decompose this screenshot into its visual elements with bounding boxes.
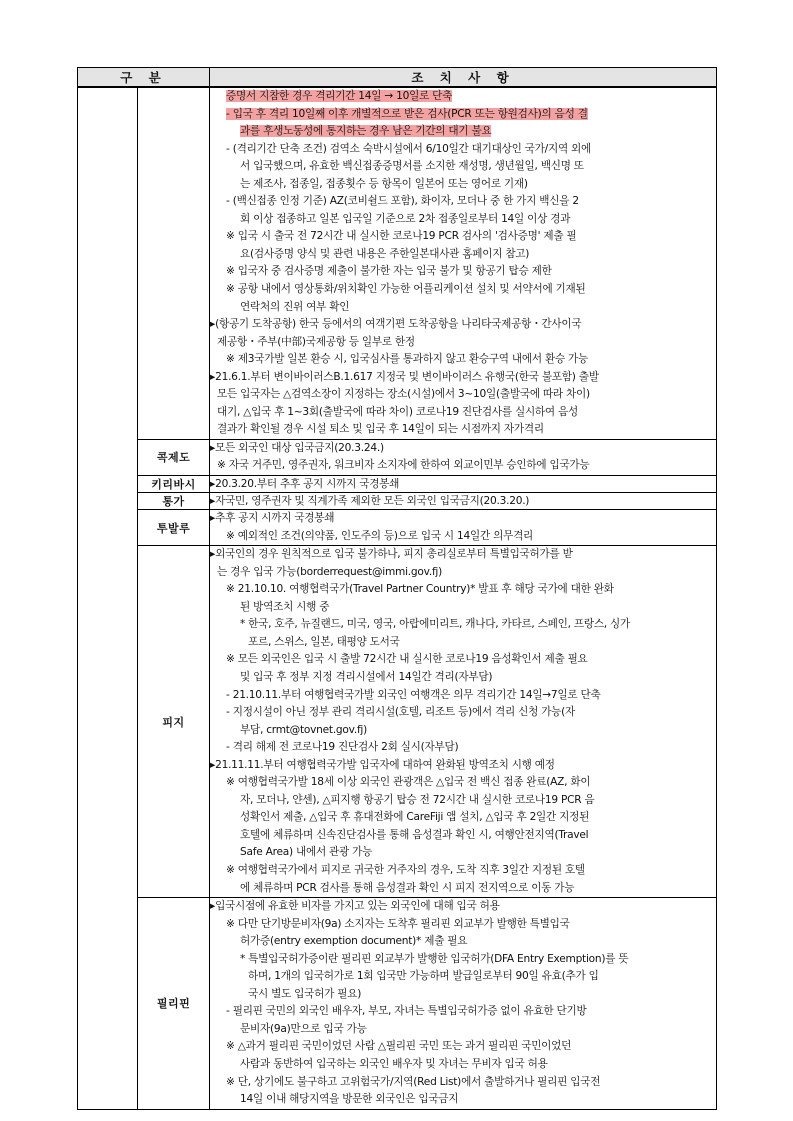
text-line: ※ 여행협력국가발 18세 이상 외국인 관광객은 △입국 전 백신 접종 완료(AZ, 화이: [226, 776, 591, 789]
text-line: ▸자국민, 영주권자 및 직계가족 제외한 모든 외국인 입국금지(20.3.20.): [210, 494, 530, 507]
text-line: ▸모든 외국인 대상 입국금지(20.3.24.): [210, 441, 384, 454]
text-line: * 특별입국허가증이란 필리핀 외교부가 발행한 입국허가(DFA Entry Exemption)를 뜻: [240, 952, 629, 965]
text-line: 제공항・주부(中部)국제공항 등 일부로 한정: [217, 335, 415, 348]
row-tonga: [78, 493, 717, 510]
text-line: - 필리핀 국민의 외국인 배우자, 부모, 자녀는 특별입국허가증 없이 유효한 단기방: [226, 1005, 587, 1018]
measures-tonga: [210, 493, 717, 510]
text-line: 14일 이내 해당지역을 방문한 외국인은 입국금지: [240, 1093, 459, 1106]
highlighted-text: - 입국 후 격리 10일째 이후 개별적으로 받은 검사(PCR 또는 항원검사)의 음성 결: [226, 107, 588, 120]
text-line: ※ △과거 필리핀 국민이었던 사람 △필리핀 국민 또는 과거 필리핀 국민이었던: [226, 1040, 572, 1053]
text-line: ※ 자국 거주민, 영주권자, 워크비자 소지자에 한하여 외교이민부 승인하에 입국가능: [217, 459, 590, 472]
text-line: - (격리기간 단축 조건) 검역소 숙박시설에서 6/10일간 대기대상인 국가/지역 외에: [226, 142, 592, 155]
text-line: ※ 입국자 중 검사증명 제출이 불가한 자는 입국 불가 및 항공기 탑승 제한: [226, 265, 552, 278]
text-line: ※ 21.10.10. 여행협력국가(Travel Partner Country)* 발표 후 해당 국가에 대한 완화: [226, 583, 614, 596]
text-line: 호텔에 체류하며 신속진단검사를 통해 음성결과 확인 시, 여행안전지역(Travel: [240, 828, 589, 841]
text-line: ※ 예외적인 조건(의약품, 인도주의 등)으로 입국 시 14일간 의무격리: [226, 529, 534, 542]
measures-fiji: [210, 546, 717, 898]
text-line: ※ 단, 상기에도 불구하고 고위험국가/지역(Red List)에서 출발하거나 필리핀 입국전: [226, 1075, 601, 1088]
text-line: 성확인서 제출, △입국 후 휴대전화에 CareFiji 앱 설치, △입국 후 2일간 지정된: [240, 811, 590, 824]
text-line: 대기, △입국 후 1~3회(출발국에 따라 차이) 코로나19 진단검사를 실시하여 음성: [217, 405, 578, 418]
text-line: ※ 입국 시 출국 전 72시간 내 실시한 코로나19 PCR 검사의 '검사증명' 제출 필: [226, 230, 577, 243]
text-line: ※ 여행협력국가에서 피지로 귀국한 거주자의 경우, 도착 직후 3일간 지정된 호텔: [226, 863, 585, 876]
text-line: 하며, 1개의 입국허가로 1회 입국만 가능하며 발급일로부터 90일 유효(추가 입: [248, 970, 599, 983]
country-name: 키리바시: [138, 476, 210, 493]
text-line: 포르, 스위스, 일본, 태평양 도서국: [248, 635, 400, 648]
text-line: 요(검사증명 양식 및 관련 내용은 주한일본대사관 홈페이지 참고): [240, 247, 530, 260]
header-measures: 조 치 사 항: [210, 68, 717, 88]
row-fiji: [78, 546, 717, 898]
text-line: 에 체류하며 PCR 검사를 통해 음성결과 확인 시 피지 전지역으로 이동 가능: [240, 881, 575, 894]
measures-cook-islands: [210, 439, 717, 475]
measures-japan: [210, 87, 717, 439]
row-philippines: [78, 898, 717, 1110]
text-line: ▸21.6.1.부터 변이바이러스B.1.617 지정국 및 변이바이러스 유행국(한국 불포함) 출발: [210, 370, 599, 383]
text-line: Safe Area) 내에서 관광 가능: [240, 846, 373, 859]
text-line: 사람과 동반하여 입국하는 외국인 배우자 및 자녀는 무비자 입국 허용: [240, 1057, 548, 1070]
text-line: 연락처의 진위 여부 확인: [240, 300, 350, 313]
country-name: 콕제도: [138, 439, 210, 475]
text-line: 국시 별도 입국허가 필요): [248, 987, 362, 1000]
header-category: 구 분: [78, 68, 210, 88]
region-cell: [78, 87, 138, 1109]
text-line: ▸21.11.11.부터 여행협력국가발 입국자에 대하여 완화된 방역조치 시행 예정: [210, 758, 555, 771]
text-line: - 지정시설이 아닌 정부 관리 격리시설(호텔, 리조트 등)에서 격리 신청 가능(자: [226, 706, 576, 719]
text-line: ▸추후 공지 시까지 국경봉쇄: [210, 512, 335, 525]
measures-tuvalu: [210, 510, 717, 546]
text-line: * 한국, 호주, 뉴질랜드, 미국, 영국, 아랍에미리트, 캐나다, 카타르, 스페인, 프랑스, 싱가: [240, 618, 631, 631]
row-kiribati: [78, 476, 717, 493]
text-line: ▸20.3.20.부터 추후 공지 시까지 국경봉쇄: [210, 477, 400, 490]
text-line: 서 입국했으며, 유효한 백신접종증명서를 소지한 재성명, 생년월일, 백신명 또: [240, 160, 584, 173]
row-tuvalu: [78, 510, 717, 546]
text-line: - 격리 해제 전 코로나19 진단검사 2회 실시(자부담): [226, 741, 459, 754]
text-line: 허가증(entry exemption document)* 제출 필요: [240, 935, 468, 948]
text-line: ▸(항공기 도착공항) 한국 등에서의 여객기편 도착공항을 나리타국제공항・간사이국: [210, 318, 582, 331]
country-name: 필리핀: [138, 898, 210, 1110]
country-name: 통가: [138, 493, 210, 510]
text-line: ※ 공항 내에서 영상통화/위치확인 가능한 어플리케이션 설치 및 서약서에 기재된: [226, 283, 586, 296]
text-line: 부담, crmt@tovnet.gov.fj): [240, 723, 368, 736]
measures-table: [77, 67, 717, 1110]
country-name: 투발루: [138, 510, 210, 546]
measures-kiribati: [210, 476, 717, 493]
text-line: 모든 입국자는 △검역소장이 지정하는 장소(시설)에서 3~10일(출발국에 따라 차이): [217, 388, 590, 401]
country-cell-japan: [138, 87, 210, 439]
row-japan: [78, 87, 717, 439]
row-cook-islands: [78, 439, 717, 475]
text-line: 는 경우 입국 가능(borderrequest@immi.gov.fj): [217, 565, 443, 578]
text-line: ※ 제3국가발 일본 환승 시, 입국심사를 통과하지 않고 환승구역 내에서 환승 가능: [226, 353, 589, 366]
text-line: ※ 모든 외국인은 입국 시 출발 72시간 내 실시한 코로나19 음성확인서 제출 필요: [226, 653, 588, 666]
text-line: 결과가 확인될 경우 시설 퇴소 및 입국 후 14일이 되는 시점까지 자가격리: [217, 423, 544, 436]
text-line: 자, 모더나, 얀센), △피지행 항공기 탑승 전 72시간 내 실시한 코로나19 PCR 음: [240, 793, 595, 806]
text-line: - (백신접종 인정 기준) AZ(코비쉴드 포함), 화이자, 모더나 중 한 가지 백신을 2: [226, 195, 579, 208]
highlighted-text: 과를 후생노동성에 통지하는 경우 남은 기간의 대기 불요: [240, 125, 492, 138]
text-line: ▸입국시점에 유효한 비자를 가지고 있는 외국인에 대해 입국 허용: [210, 900, 500, 913]
text-line: 및 입국 후 정부 지정 격리시설에서 14일간 격리(자부담): [240, 670, 493, 683]
highlighted-text: 증명서 지참한 경우 격리기간 14일 → 10일로 단축: [226, 90, 453, 102]
text-line: 회 이상 접종하고 일본 입국일 기준으로 2차 접종일로부터 14일 이상 경과: [240, 212, 571, 225]
country-name: 피지: [138, 546, 210, 898]
text-line: ▸외국인의 경우 원칙적으로 입국 불가하나, 피지 총리실로부터 특별입국허가를 받: [210, 548, 573, 561]
text-line: 된 방역조치 시행 중: [240, 600, 330, 613]
table-header-row: [78, 68, 717, 88]
text-line: - 21.10.11.부터 여행협력국가발 외국인 여행객은 의무 격리기간 14일→7일로 단축: [226, 688, 601, 701]
measures-philippines: [210, 898, 717, 1110]
text-line: ※ 다만 단기방문비자(9a) 소지자는 도착후 필리핀 외교부가 발행한 특별입국: [226, 917, 570, 930]
text-line: 문비자(9a)만으로 입국 가능: [240, 1022, 367, 1035]
text-line: 는 제조사, 접종일, 접종횟수 등 항목이 일본어 또는 영어로 기재): [240, 177, 528, 190]
